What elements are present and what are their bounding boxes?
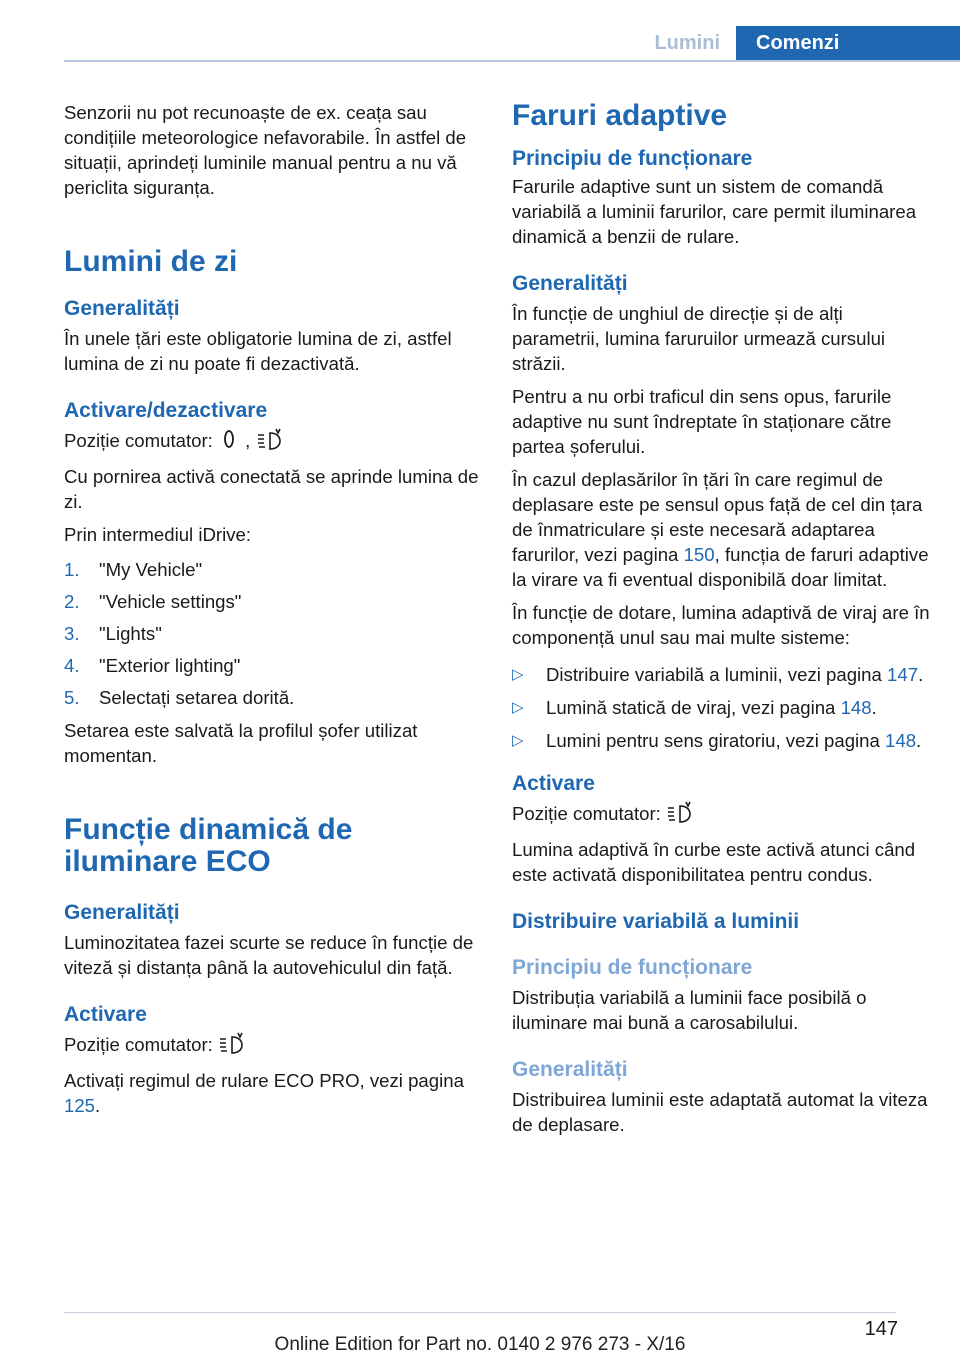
general-p1: În funcție de unghiul de direcție și de alți parametrii, lumina faruruilor urmează cursului străzii. [512,303,886,374]
adaptive-switch-line: Poziție comutator: [512,801,932,829]
adaptive-activate-heading: Activare [512,772,595,795]
chapter-tab: Comenzi [736,26,960,62]
eco-title: Funcție dinamică de iluminare ECO [64,813,353,878]
light-switch-off-icon [218,428,240,456]
variable-heading: Distribuire variabilă a luminii [512,910,800,933]
section-tab: Lumini [654,32,720,54]
page-number: 147 [864,1318,898,1340]
day-lights-general-text: În unele țări este obligatorie lumina de zi, astfel lumina de zi nu poate fi dezactivată. [64,328,452,374]
list-item: ▷ Lumină statică de viraj, vezi pagina 148. [512,697,877,718]
page-link[interactable]: 125 [64,1095,96,1116]
general-p3: În cazul deplasărilor în țări în care regimul de deplasare este pe sensul opus față de cel din țara de înmatriculare și este necesară adaptarea farurilor, vezi pagina 150, funcția de faruri adaptive la virare va fi eventual disponibilă doar limitat. [512,469,929,590]
day-lights-switch-line [64,428,482,456]
principle-text: Farurile adaptive sunt un sistem de comandă variabilă a luminii farurilor, care permit iluminarea dinamică a benzii de rulare. [512,176,917,247]
adaptive-activate-text: Lumina adaptivă în curbe este activă atunci când este activată disponibilitatea pentru condus. [512,839,916,885]
list-item: ▷ Lumini pentru sens giratoriu, vezi pagina 148. [512,730,922,751]
switch-label: Poziție comutator: [64,430,213,451]
page-link[interactable]: 147 [887,664,919,685]
general-p4: În funcție de dotare, lumina adaptivă de viraj are în componență unul sau mai multe sisteme: [512,602,930,648]
right-column [512,100,932,1145]
eco-general-text: Luminozitatea fazei scurte se reduce în funcție de viteză și distanța până la autovehiculul din față. [64,932,474,978]
header-rule [64,60,960,62]
list-item: 1. "My Vehicle" [64,559,203,580]
bullet-triangle-icon: ▷ [512,699,524,716]
page-link[interactable]: 148 [840,697,872,718]
bullet-triangle-icon: ▷ [512,666,524,683]
variable-principle-text: Distribuția variabilă a luminii face posibilă o iluminare mai bună a carosabilului. [512,987,867,1033]
day-lights-p2: Prin intermediul iDrive: [64,524,252,545]
auto-headlight-icon [666,801,694,829]
auto-headlight-icon [218,1032,246,1060]
intro-paragraph: Senzorii nu pot recunoaște de ex. ceața sau condițiile meteorologice nefavorabile. În astfel de situații, aprindeți luminile manual pentru a nu vă periclita siguranța. [64,102,467,198]
list-item: 5. Selectați setarea dorită. [64,687,295,708]
day-lights-activate-heading: Activare/dezactivare [64,399,268,422]
eco-activate-heading: Activare [64,1003,147,1026]
bullet-triangle-icon: ▷ [512,732,524,749]
page-header [64,26,960,62]
general-p2: Pentru a nu orbi traficul din sens opus, farurile adaptive nu sunt îndreptate în staționare către partea șoferului. [512,386,892,457]
edition-footer: Online Edition for Part no. 0140 2 976 273 - X/16 [274,1334,686,1355]
systems-list [512,662,932,753]
list-item: ▷ Distribuire variabilă a luminii, vezi pagina 147. [512,664,924,685]
eco-activate-text: Activați regimul de rulare ECO PRO, vezi pagina 125. [64,1070,464,1116]
list-item: 4. "Exterior lighting" [64,655,241,676]
day-lights-p3: Setarea este salvată la profilul șofer utilizat momentan. [64,720,418,766]
idrive-steps [64,557,482,712]
principle-heading: Principiu de funcționare [512,147,753,170]
general-heading: Generalități [512,272,628,295]
variable-general-heading: Generalități [512,1058,628,1081]
day-lights-general-heading: Generalități [64,297,180,320]
left-column [64,100,482,1126]
page-link[interactable]: 150 [683,544,715,565]
variable-general-text: Distribuirea luminii este adaptată automat la viteza de deplasare. [512,1089,928,1135]
adaptive-title: Faruri adaptive [512,99,728,132]
eco-switch-line: Poziție comutator: [64,1032,482,1060]
list-item: 3. "Lights" [64,623,162,644]
footer-rule [64,1312,896,1313]
day-lights-p1: Cu pornirea activă conectată se aprinde lumina de zi. [64,466,479,512]
variable-principle-heading: Principiu de funcționare [512,956,753,979]
list-item: 2. "Vehicle settings" [64,591,242,612]
switch-separator: , [245,430,251,451]
day-lights-title: Lumini de zi [64,245,238,278]
eco-general-heading: Generalități [64,901,180,924]
auto-headlight-icon [256,428,284,456]
page-link[interactable]: 148 [885,730,917,751]
